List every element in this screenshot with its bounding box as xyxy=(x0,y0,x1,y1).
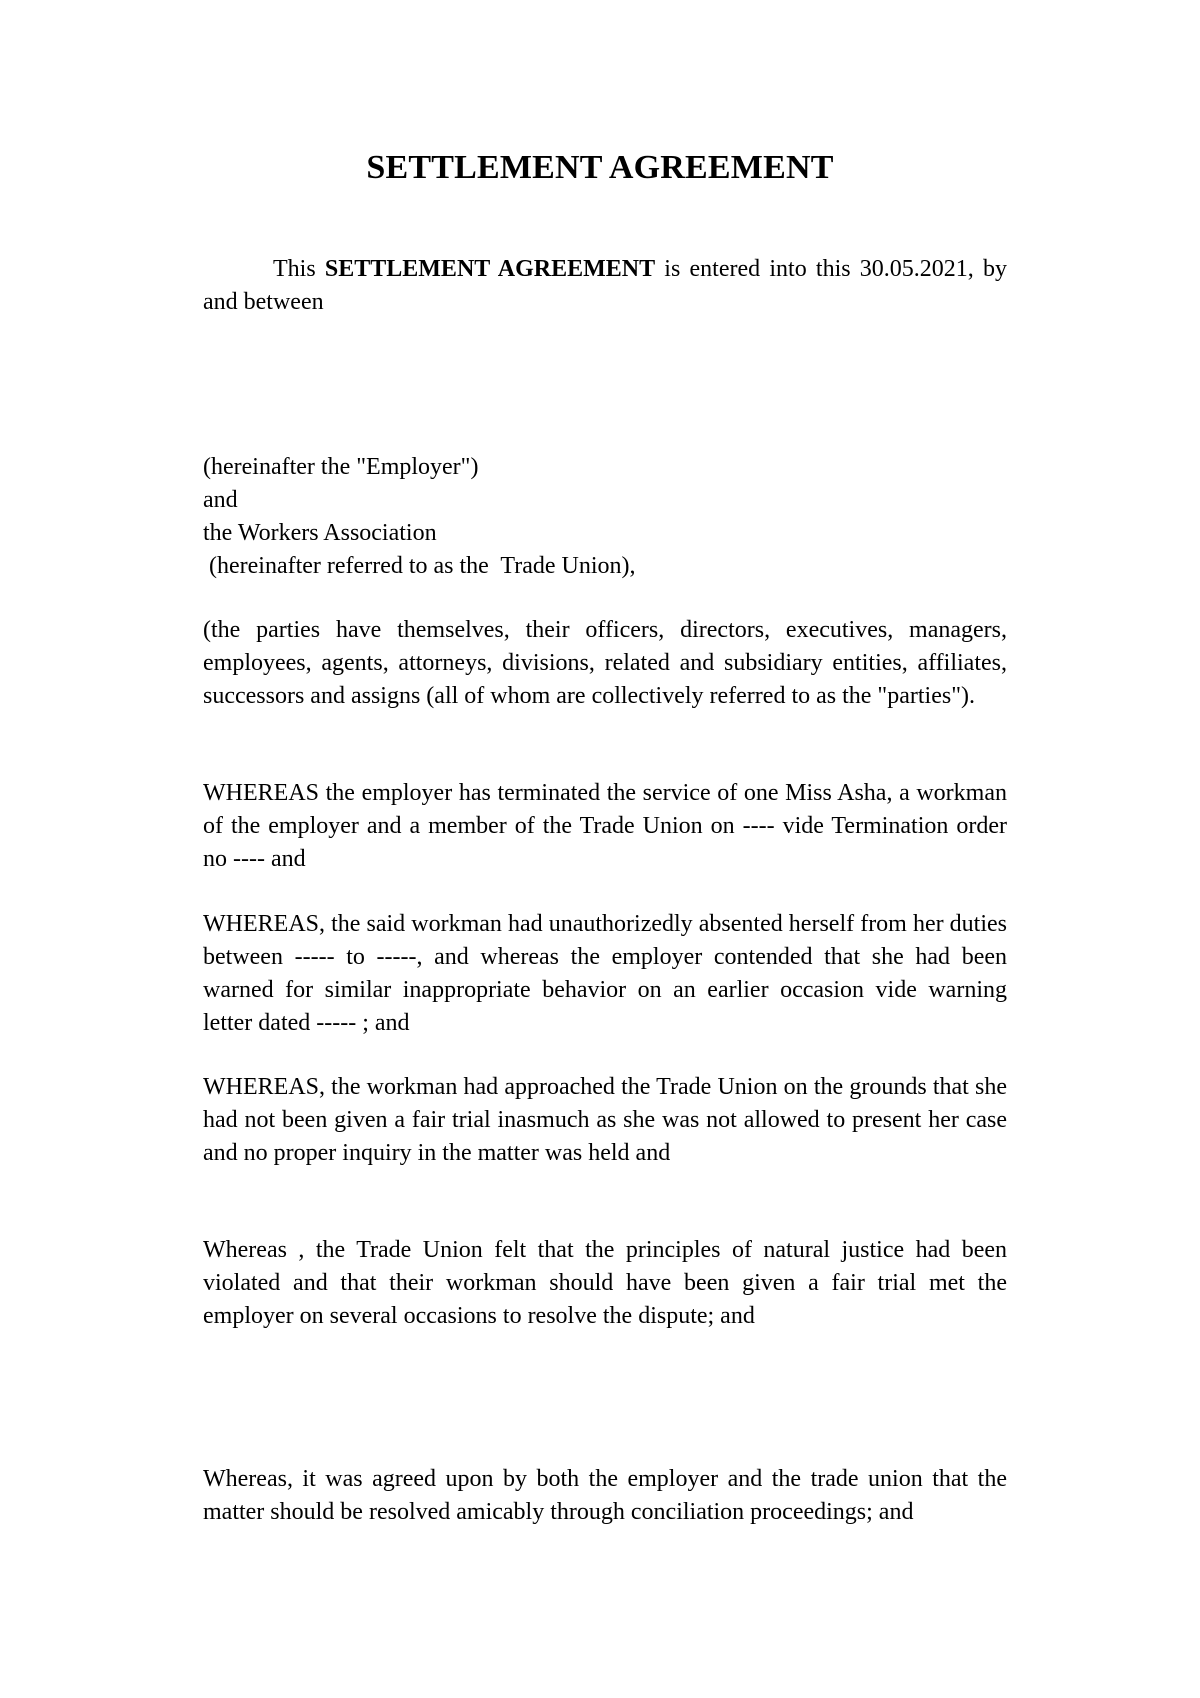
intro-prefix: This xyxy=(273,256,325,282)
parties-paragraph: (the parties have themselves, their officers, directors, executives, managers, employees, agents, attorneys, divisions, related and subsidiary entities, affiliates, successors and assigns (all of whom are collectively referred to as the "parties"). xyxy=(203,617,1007,709)
employer-line: (hereinafter the "Employer") xyxy=(203,454,479,480)
and-line: and xyxy=(203,487,238,513)
intro-bold-title: SETTLEMENT AGREEMENT xyxy=(324,256,656,282)
intro-suffix: is entered into this 30.05.2021, by and between xyxy=(203,256,1008,315)
party-block xyxy=(203,451,1007,583)
whereas-absence-paragraph: WHEREAS, the said workman had unauthorizedly absented herself from her duties between ----- to -----, and whereas the employer contended that she had been warned for similar inappropriate behavior on an earlier occasion vide warning letter dated ----- ; and xyxy=(203,911,1007,1036)
document-title: SETTLEMENT AGREEMENT xyxy=(366,149,834,186)
whereas-natural-justice-paragraph: Whereas , the Trade Union felt that the principles of natural justice had been violated and that their workman should have been given a fair trial met the employer on several occasions to resolve the dispute; and xyxy=(203,1237,1007,1329)
whereas-termination-paragraph: WHEREAS the employer has terminated the service of one Miss Asha, a workman of the employer and a member of the Trade Union on ---- vide Termination order no ---- and xyxy=(203,780,1007,872)
whereas-trade-union-paragraph: WHEREAS, the workman had approached the Trade Union on the grounds that she had not been given a fair trial inasmuch as she was not allowed to present her case and no proper inquiry in the matter was held and xyxy=(203,1074,1007,1166)
workers-association-line: the Workers Association xyxy=(203,520,437,546)
intro-paragraph xyxy=(203,253,1007,319)
whereas-conciliation-paragraph: Whereas, it was agreed upon by both the employer and the trade union that the matter should be resolved amicably through conciliation proceedings; and xyxy=(203,1466,1007,1525)
trade-union-line: (hereinafter referred to as the Trade Union), xyxy=(203,553,636,579)
